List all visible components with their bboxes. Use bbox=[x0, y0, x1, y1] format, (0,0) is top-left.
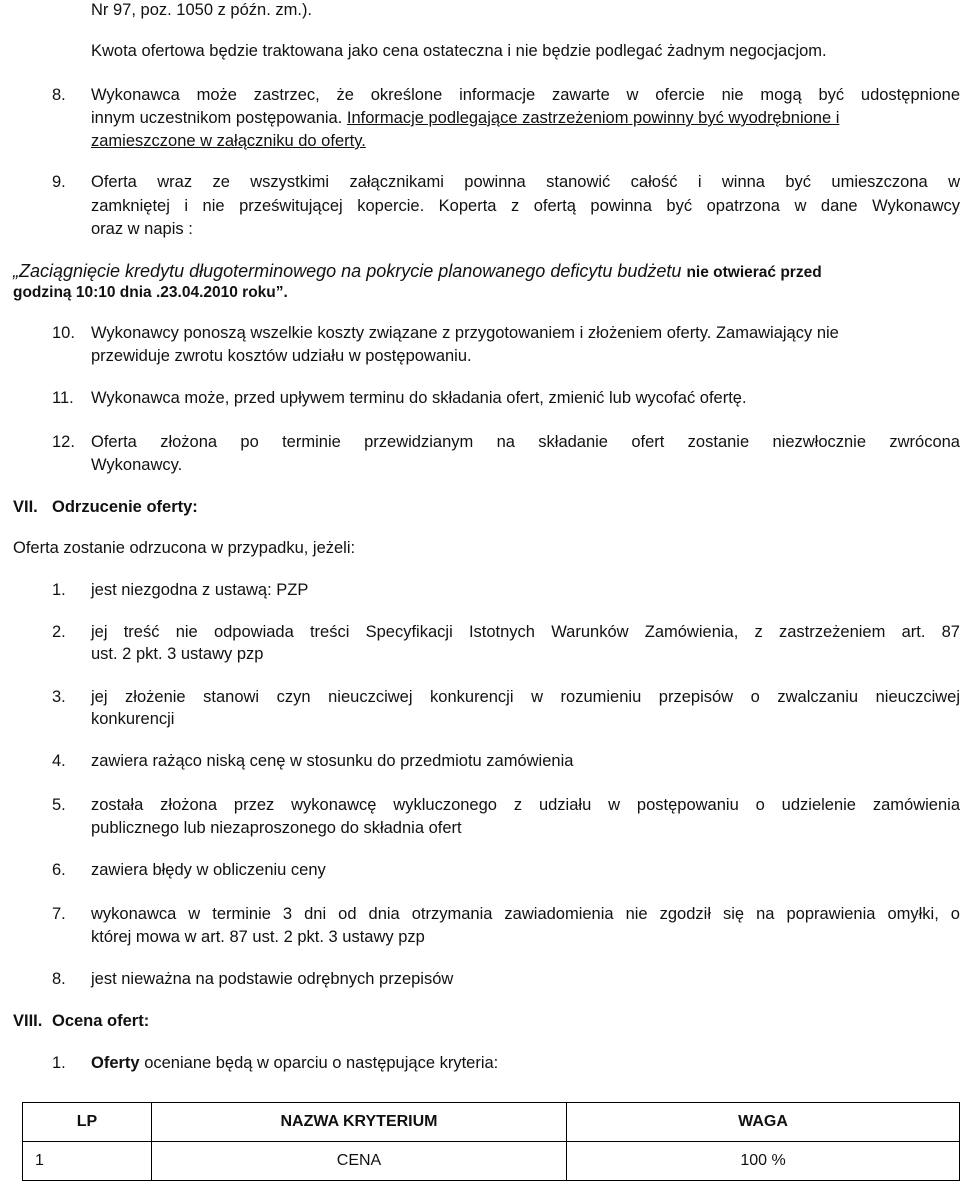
table-cell: 100 % bbox=[567, 1142, 960, 1181]
list-item: zawiera błędy w obliczeniu ceny bbox=[91, 861, 326, 879]
plain-text: innym uczestnikom postępowania. bbox=[91, 109, 343, 127]
list-item: zawiera rażąco niską cenę w stosunku do przedmiotu zamówienia bbox=[91, 752, 574, 770]
list-item: wykonawca w terminie 3 dni od dnia otrzymania zawiadomienia nie zgodził się na poprawienia omyłki, o bbox=[91, 905, 960, 923]
list-item: została złożona przez wykonawcę wykluczonego z udziału w postępowaniu o udzielenie zamówienia bbox=[91, 796, 960, 814]
paragraph-line: Oferta złożona po terminie przewidzianym na składanie ofert zostanie niezwłocznie zwrócona bbox=[91, 433, 960, 451]
paragraph-line-mixed bbox=[91, 108, 839, 128]
list-item-cont: konkurencji bbox=[91, 710, 175, 728]
list-item: jest niezgodna z ustawą: PZP bbox=[91, 581, 309, 599]
text-line: Nr 97, poz. 1050 z późn. zm.). bbox=[91, 1, 313, 19]
item-number: 7. bbox=[52, 905, 66, 923]
paragraph-line: Wykonawcy ponoszą wszelkie koszty związane z przygotowaniem i złożeniem oferty. Zamawiający nie bbox=[91, 324, 839, 342]
list-item-cont: ust. 2 pkt. 3 ustawy pzp bbox=[91, 645, 264, 663]
item-number: 5. bbox=[52, 796, 66, 814]
bold-text: Oferty bbox=[91, 1054, 140, 1072]
envelope-inscription bbox=[13, 261, 822, 283]
item-number: 2. bbox=[52, 623, 66, 641]
underlined-line bbox=[91, 131, 366, 151]
inscription-bold: godziną 10:10 dnia .23.04.2010 roku”. bbox=[13, 284, 288, 301]
item-number: 8. bbox=[52, 970, 66, 988]
inscription-italic: „Zaciągnięcie kredytu długoterminowego na pokrycie planowanego deficytu budżetu bbox=[13, 261, 682, 281]
list-item: jej treść nie odpowiada treści Specyfikacji Istotnych Warunków Zamówienia, z zastrzeżeniem art. 87 bbox=[91, 623, 960, 641]
paragraph-line: przewiduje zwrotu kosztów udziału w postępowaniu. bbox=[91, 347, 472, 365]
item-number: 8. bbox=[52, 86, 66, 104]
paragraph-line: oraz w napis : bbox=[91, 220, 193, 238]
section-lead: Oferta zostanie odrzucona w przypadku, jeżeli: bbox=[13, 539, 356, 557]
section-roman: VIII. bbox=[13, 1012, 43, 1030]
header-cell: LP bbox=[23, 1103, 152, 1142]
list-item: jest nieważna na podstawie odrębnych przepisów bbox=[91, 970, 454, 988]
list-item bbox=[91, 1053, 498, 1073]
list-item: jej złożenie stanowi czyn nieuczciwej konkurencji w rozumieniu przepisów o zwalczaniu nieuczciwej bbox=[91, 688, 960, 706]
header-cell: WAGA bbox=[567, 1103, 960, 1142]
paragraph-line: Wykonawca może, przed upływem terminu do składania ofert, zmienić lub wycofać ofertę. bbox=[91, 389, 747, 407]
list-item-cont: publicznego lub niezaproszonego do składnia ofert bbox=[91, 819, 462, 837]
table-header-row bbox=[23, 1103, 960, 1142]
paragraph-line: Wykonawca może zastrzec, że określone informacje zawarte w ofercie nie mogą być udostępnione bbox=[91, 86, 960, 104]
paragraph-line: Oferta wraz ze wszystkimi załącznikami powinna stanowić całość i winna być umieszczona w bbox=[91, 173, 960, 191]
item-number: 12. bbox=[52, 433, 75, 451]
underlined-text: Informacje podlegające zastrzeżeniom powinny być wyodrębnione i bbox=[346, 109, 840, 127]
paragraph-line: Wykonawcy. bbox=[91, 456, 183, 474]
section-roman: VII. bbox=[13, 498, 38, 516]
item-number: 1. bbox=[52, 581, 66, 599]
table-row bbox=[23, 1142, 960, 1181]
table-cell: CENA bbox=[152, 1142, 567, 1181]
inscription-bold: nie otwierać przed bbox=[686, 264, 822, 281]
header-cell: NAZWA KRYTERIUM bbox=[152, 1103, 567, 1142]
list-item-cont: której mowa w art. 87 ust. 2 pkt. 3 ustawy pzp bbox=[91, 928, 425, 946]
criteria-table bbox=[22, 1102, 960, 1181]
underlined-text: zamieszczone w załączniku do oferty. bbox=[91, 132, 366, 150]
section-title: Odrzucenie oferty: bbox=[52, 498, 198, 516]
paragraph-line: zamkniętej i nie prześwitującej kopercie. Koperta z ofertą powinna być opatrzona w dane Wykonawcy bbox=[91, 197, 960, 215]
item-number: 4. bbox=[52, 752, 66, 770]
item-number: 6. bbox=[52, 861, 66, 879]
item-number: 3. bbox=[52, 688, 66, 706]
item-number: 11. bbox=[52, 389, 74, 407]
item-number: 9. bbox=[52, 173, 66, 191]
text-line: Kwota ofertowa będzie traktowana jako cena ostateczna i nie będzie podlegać żadnym negocjacjom. bbox=[91, 42, 827, 60]
plain-text: oceniane będą w oparciu o następujące kryteria: bbox=[139, 1054, 499, 1072]
section-title: Ocena ofert: bbox=[52, 1012, 150, 1030]
item-number: 1. bbox=[52, 1054, 66, 1072]
table-cell: 1 bbox=[23, 1142, 152, 1181]
item-number: 10. bbox=[52, 324, 75, 342]
